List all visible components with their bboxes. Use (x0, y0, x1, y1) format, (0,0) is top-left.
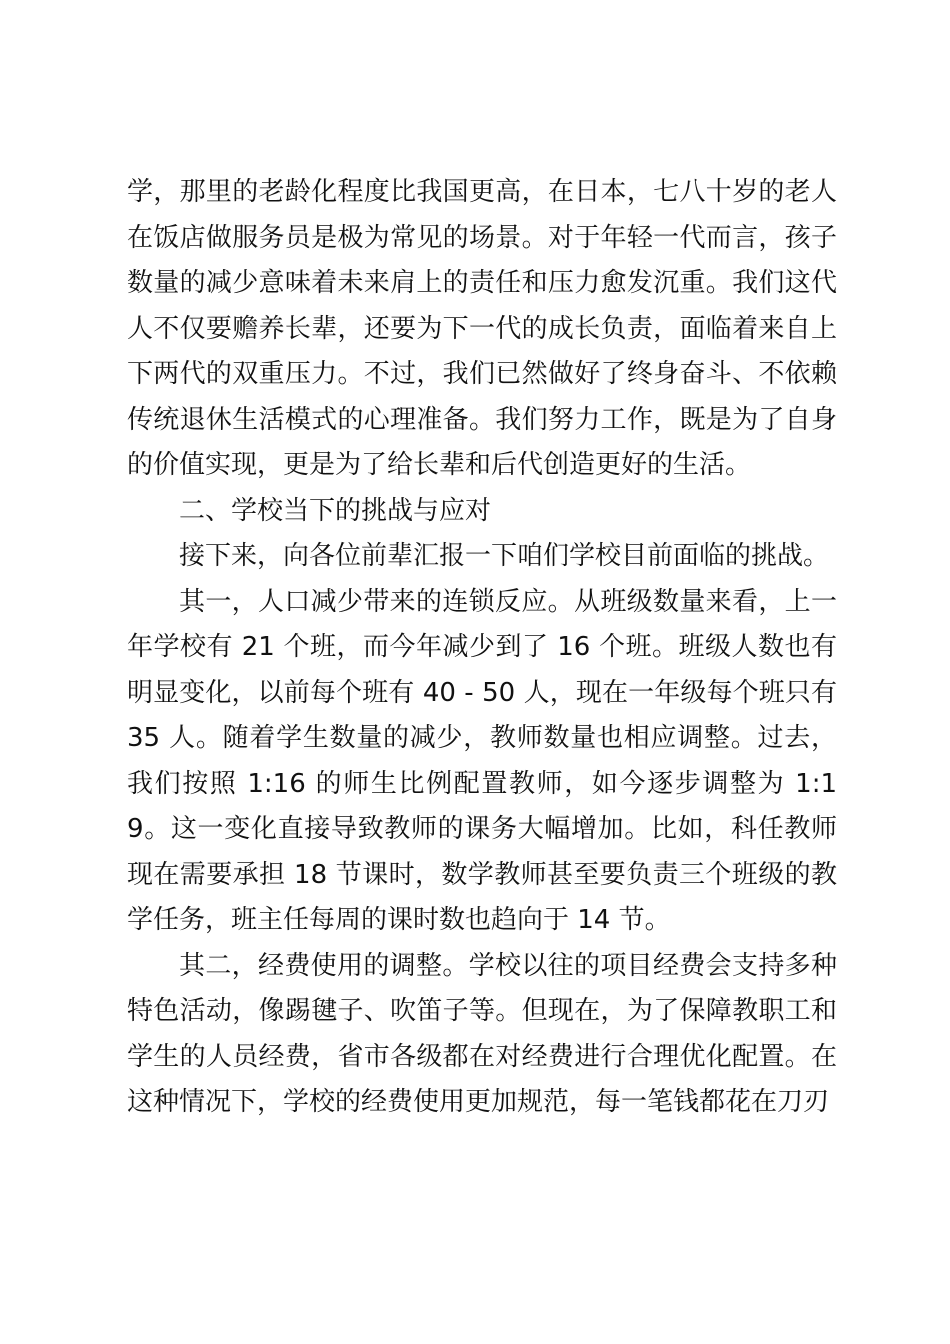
section-heading-school-challenges: 二、学校当下的挑战与应对 (179, 495, 492, 526)
paragraph-challenge-two: 其二，经费使用的调整。学校以往的项目经费会支持多种特色活动，像踢毽子、吹笛子等。但现在，为了保障教职工和学生的人员经费，省市各级都在对经费进行合理优化配置。在这种情况下，学校的经费使用更加规范，每一笔钱都花在刀刃 (127, 950, 837, 1117)
paragraph-aging-society: 学，那里的老龄化程度比我国更高，在日本，七八十岁的老人在饭店做服务员是极为常见的场景。对于年轻一代而言，孩子数量的减少意味着未来肩上的责任和压力愈发沉重。我们这代人不仅要赡养长辈，还要为下一代的成长负责，面临着来自上下两代的双重压力。不过，我们已然做好了终身奋斗、不依赖传统退休生活模式的心理准备。我们努力工作，既是为了自身的价值实现，更是为了给长辈和后代创造更好的生活。 (127, 177, 837, 480)
document-body (127, 170, 837, 1126)
paragraph-intro: 接下来，向各位前辈汇报一下咱们学校目前面临的挑战。 (179, 541, 830, 571)
paragraph-challenge-one: 其一，人口减少带来的连锁反应。从班级数量来看，上一年学校有 21 个班，而今年减少到了 16 个班。班级人数也有明显变化，以前每个班有 40 - 50 人，现在一年级每个班只有 35 人。随着学生数量的减少，教师数量也相应调整。过去，我们按照 1:16 的师生比例配置教师，如今逐步调整为 1:19。这一变化直接导致教师的课务大幅增加。比如，科任教师现在需要承担 18 节课时，数学教师甚至要负责三个班级的教学任务，班主任每周的课时数也趋向于 14 节。 (127, 586, 837, 935)
